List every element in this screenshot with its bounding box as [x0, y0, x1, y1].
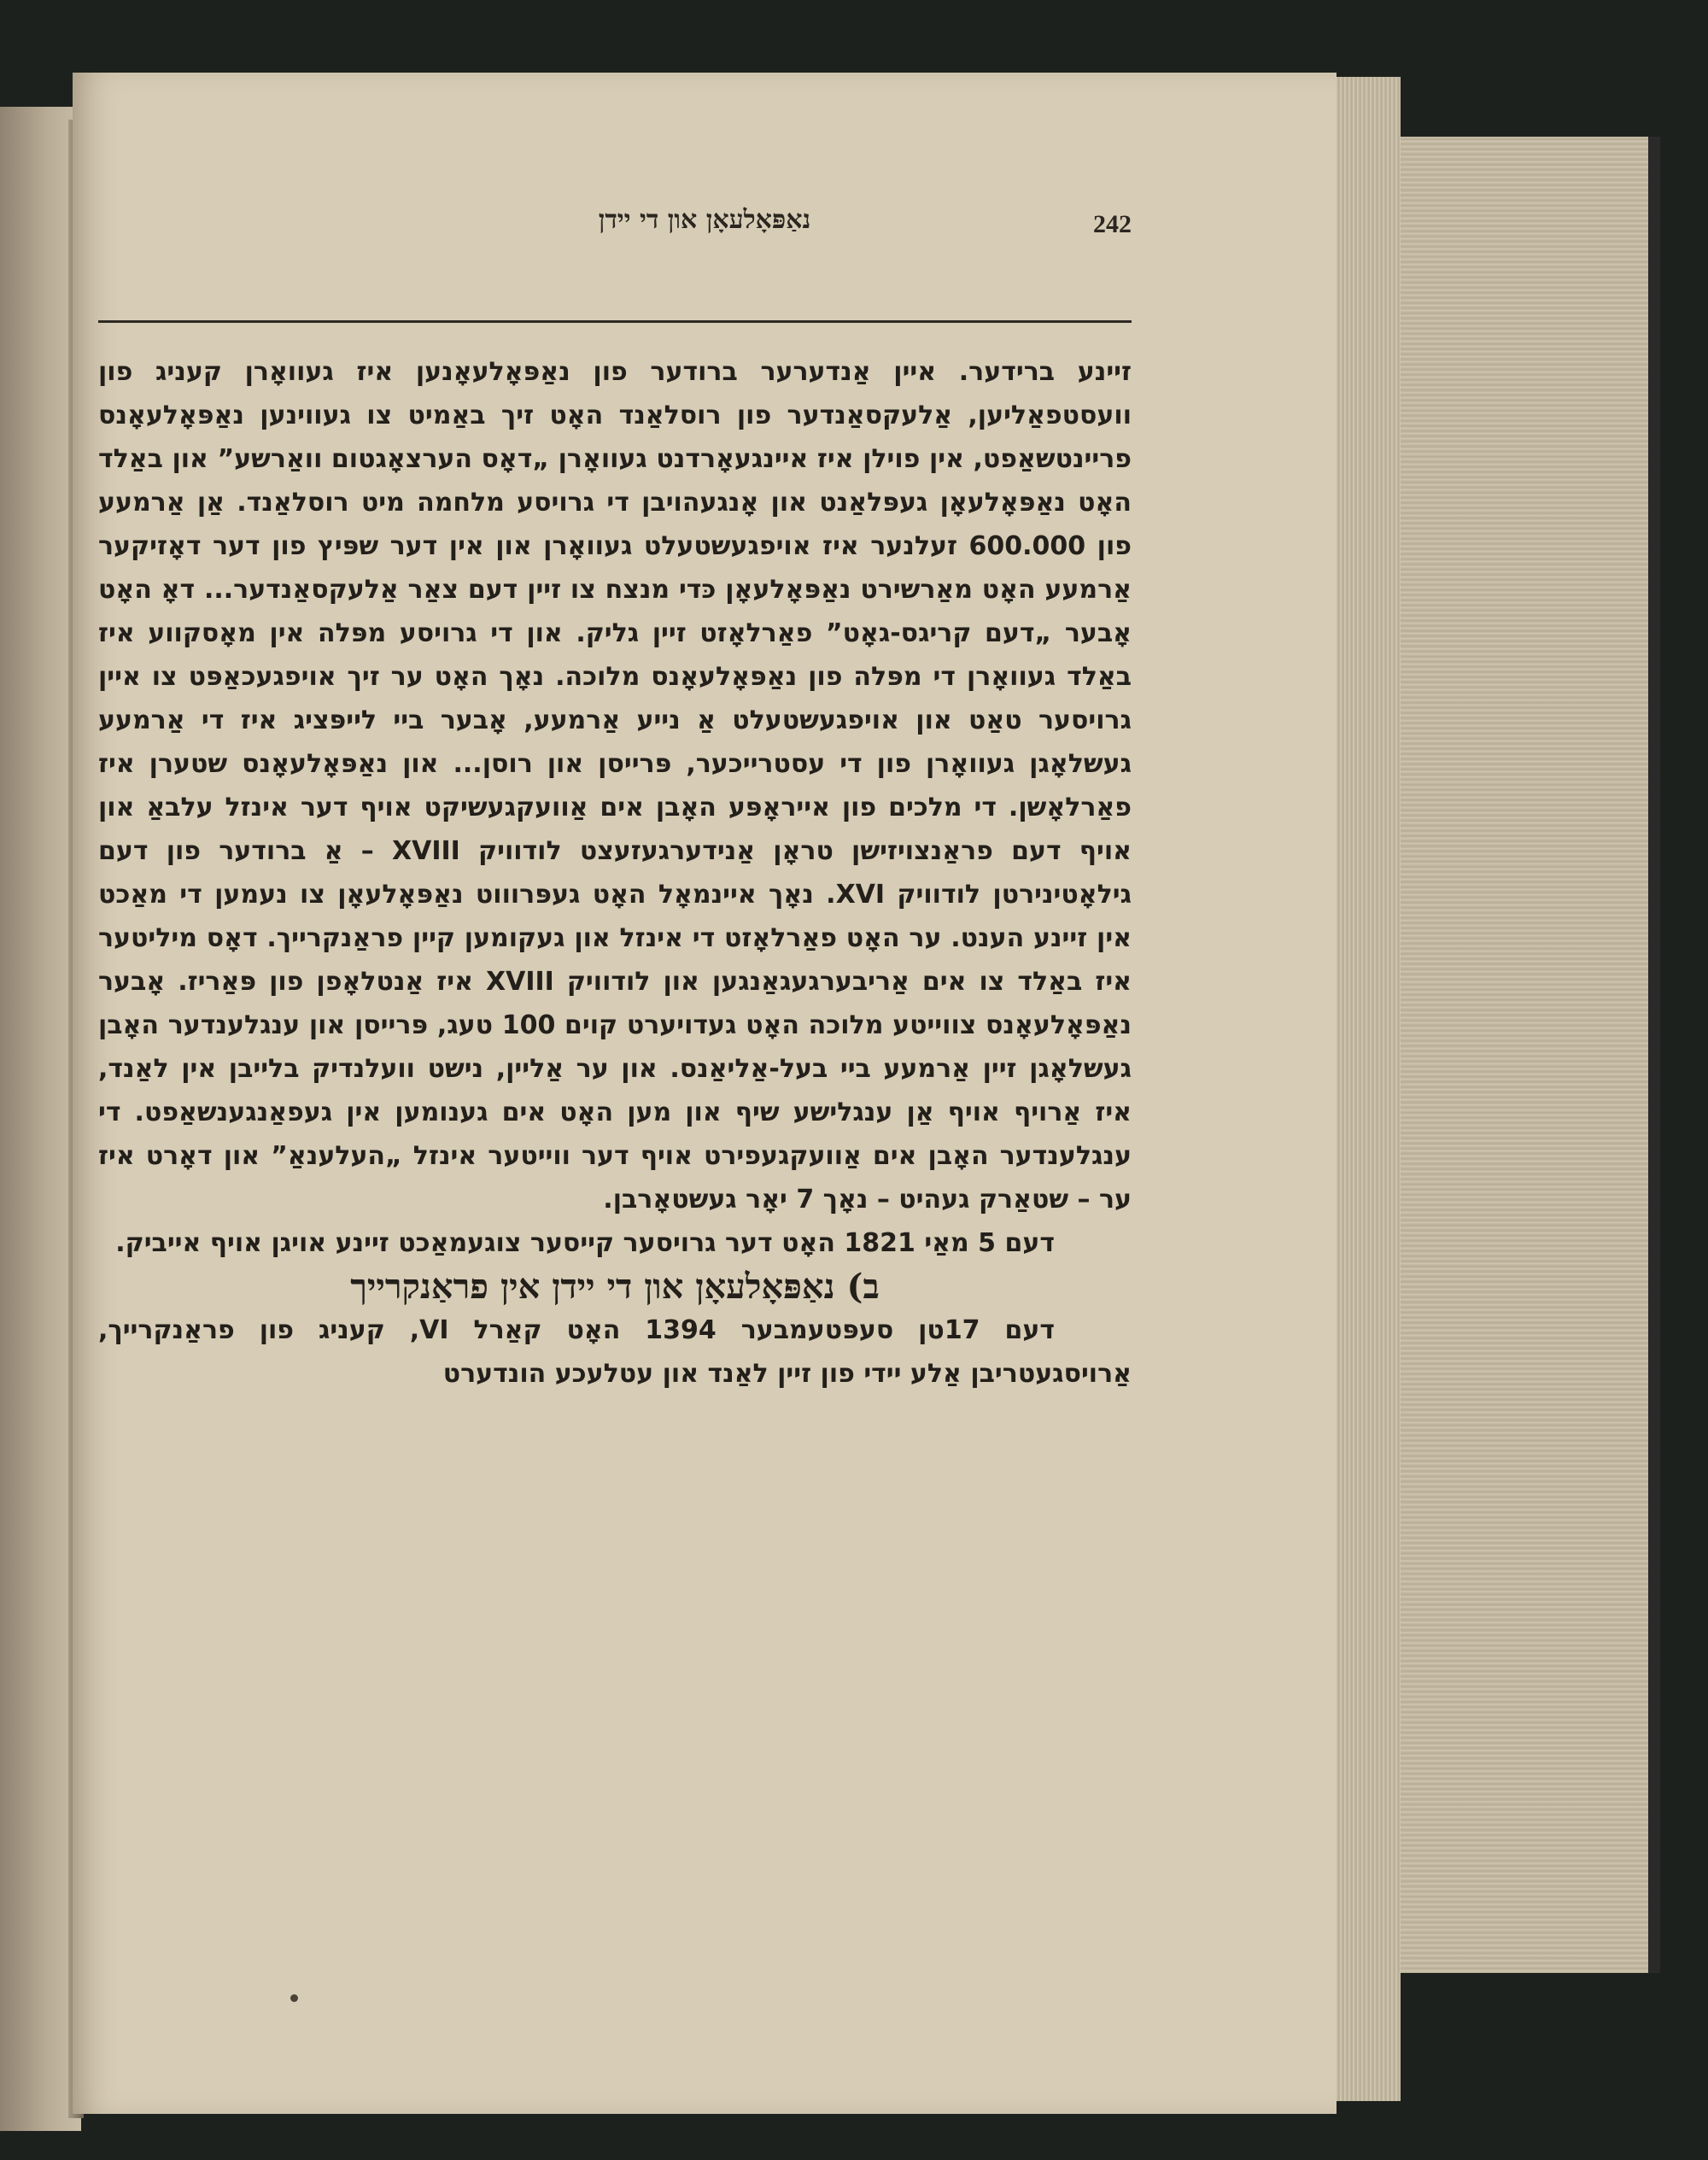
section-heading: ב) נאַפּאָלעאָן און די יידן אין פראַנקרייך — [350, 1267, 880, 1307]
book-page-stack — [1392, 137, 1660, 1973]
paragraph: דעם 17טן סעפּטעמבער 1394 האָט קאַרל VI, קעניג פון פראַנקרייך, אַרויסגעטריבן אַלע יידי פון זיין לאַנד און עטלעכע הונדערט — [98, 1315, 1132, 1389]
ink-speck — [290, 1994, 298, 2002]
header-rule — [98, 320, 1132, 323]
page-edges — [1332, 77, 1401, 2101]
running-title: נאַפּאָלעאָן און די יידן — [598, 205, 811, 235]
page-number: 242 — [1093, 210, 1132, 238]
page-body — [98, 350, 1132, 1802]
page-header — [98, 205, 1132, 256]
paragraph: דעם 5 מאַי 1821 האָט דער גרויסער קייסער צוגעמאַכט זיינע אויגן אויף אייביק. — [115, 1228, 1055, 1258]
paragraph: זיינע ברידער. איין אַנדערער ברודער פון נאַפּאָלעאָנען איז געוואָרן קעניג פון וועסטפאַליען, אַלעקסאַנדער פון רוסלאַנד האָט זיך באַמיט צו געווינען נאַפּאָלעאָנס פריינטשאַפט, אין פוילן איז איינגעאָרדנט געוואָרן „דאָס הערצאָגטום וואַרשע” און באַלד האָט נאַפּאָלעאָן געפּלאַנט און אָנגעהויבן די גרויסע מלחמה מיט רוסלאַנד. אַן אַרמעע פון 600.000 זעלנער איז אויפגעשטעלט געוואָרן און אין דער שפּיץ פון דער דאָזיקער אַרמעע האָט מאַרשירט נאַפּאָלעאָן כּדי מנצח צו זיין דעם צאַר אַלעקסאַנדער... דאָ האָט אָבער „דעם קריגס-גאָט” פאַרלאָזט זיין גליק. און די גרויסע מפּלה אין מאָסקווע איז באַלד געוואָרן די מפּלה פון נאַפּאָלעאָנס מלוכה. נאָך האָט ער זיך אויפגעכאַפּט צו איין גרויסער טאַט און אויפגעשטעלט אַ נייע אַרמעע, אָבער ביי לייפּציג איז די אַרמעע געשלאָגן געוואָרן פון די עסטרייכער, פּרייסן און רוסן... און נאַפּאָלעאָנס שטערן איז פאַרלאָשן. די מלכים פון אייראָפּע האָבן אים אַוועקגעשיקט אויף דער אינזל עלבאַ און אויף דעם פראַנצויזישן טראָן אַנידערגעזעצט לודוויק XVIII – אַ ברודער פון דעם גילאָטינירטן לודוויק XVI. נאָך איינמאָל האָט געפּרוווט נאַפּאָלעאָן צו נעמען די מאַכט אין זיינע הענט. ער האָט פאַרלאָזט די אינזל און געקומען קיין פראַנקרייך. דאָס מיליטער איז באַלד צו אים אַריבערגעגאַנגען און לודוויק XVIII איז אַנטלאָפן פון פּאַריז. אָבער נאַפּאָלעאָנס צווייטע מלוכה האָט געדויערט קוים 100 טעג, פּרייסן און ענגלענדער האָבן געשלאָגן זיין אַרמעע ביי בעל-אַליאַנס. און ער אַליין, נישט וועלנדיק בלייבן אין לאַנד, איז אַרויף אויף אַן ענגלישע שיף און מען האָט אים גענומען אין געפאַנגענשאַפט. די ענגלענדער האָבן אים אַוועקגעפירט אויף דער ווייטער אינזל „העלענאַ” און דאָרט איז ער – שטאַרק געהיט – נאָך 7 יאָר געשטאָרבן. — [98, 357, 1132, 1215]
